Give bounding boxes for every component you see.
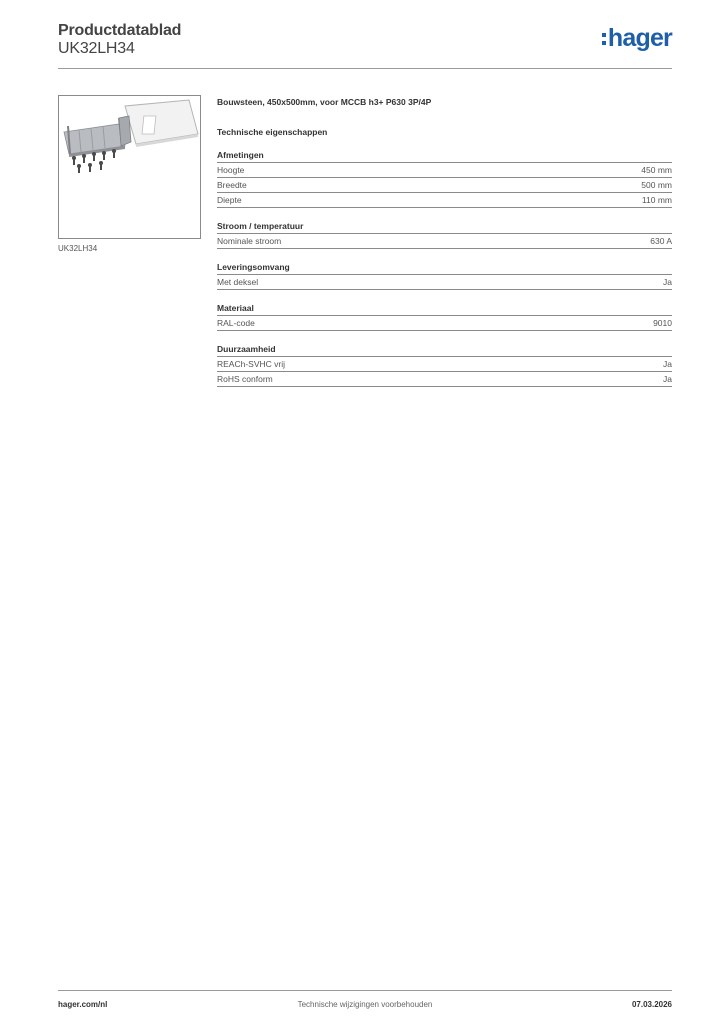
spec-row [217,275,672,290]
product-details [217,97,672,387]
section-duurzaamheid [217,344,672,387]
spec-value: 630 A [650,236,672,246]
footer-website-link[interactable]: hager.com/nl [58,1000,108,1009]
section-title: Duurzaamheid [217,344,672,357]
product-image [58,95,201,239]
spec-value: Ja [663,359,672,369]
section-afmetingen [217,150,672,208]
spec-label: RAL-code [217,318,255,328]
spec-label: RoHS conform [217,374,273,384]
spec-label: Nominale stroom [217,236,282,246]
spec-row [217,316,672,331]
document-title: Productdatablad [58,22,182,39]
spec-value: 500 mm [641,180,672,190]
footer-date: 07.03.2026 [631,1000,672,1009]
spec-label: Hoogte [217,165,245,175]
product-illustration-icon [59,96,200,238]
spec-value: 450 mm [641,165,672,175]
spec-row [217,357,672,372]
spec-row [217,163,672,178]
technical-properties-heading: Technische eigenschappen [217,127,328,137]
spec-value: Ja [663,277,672,287]
section-title: Leveringsomvang [217,262,672,275]
spec-row [217,372,672,387]
header-divider [58,68,672,69]
product-code: UK32LH34 [58,40,135,57]
spec-value: 9010 [653,318,672,328]
spec-row [217,193,672,208]
spec-row [217,234,672,249]
spec-label: Breedte [217,180,247,190]
spec-label: REACh-SVHC vrij [217,359,286,369]
product-description: Bouwsteen, 450x500mm, voor MCCB h3+ P630 3P/4P [217,97,432,107]
spec-value: Ja [663,374,672,384]
section-stroom-temperatuur [217,221,672,249]
section-materiaal [217,303,672,331]
section-title: Afmetingen [217,150,672,163]
spec-label: Met deksel [217,277,259,287]
section-leveringsomvang [217,262,672,290]
hager-logo [602,26,672,51]
image-caption: UK32LH34 [58,244,98,253]
footer-disclaimer: Technische wijzigingen voorbehouden [297,1000,433,1009]
logo-colon-icon [602,33,606,49]
page-header [58,22,672,69]
spec-label: Diepte [217,195,242,205]
section-title: Materiaal [217,303,672,316]
page-footer [58,990,672,1010]
spec-value: 110 mm [641,195,672,205]
section-title: Stroom / temperatuur [217,221,672,234]
spec-row [217,178,672,193]
logo-text: hager [607,24,672,52]
